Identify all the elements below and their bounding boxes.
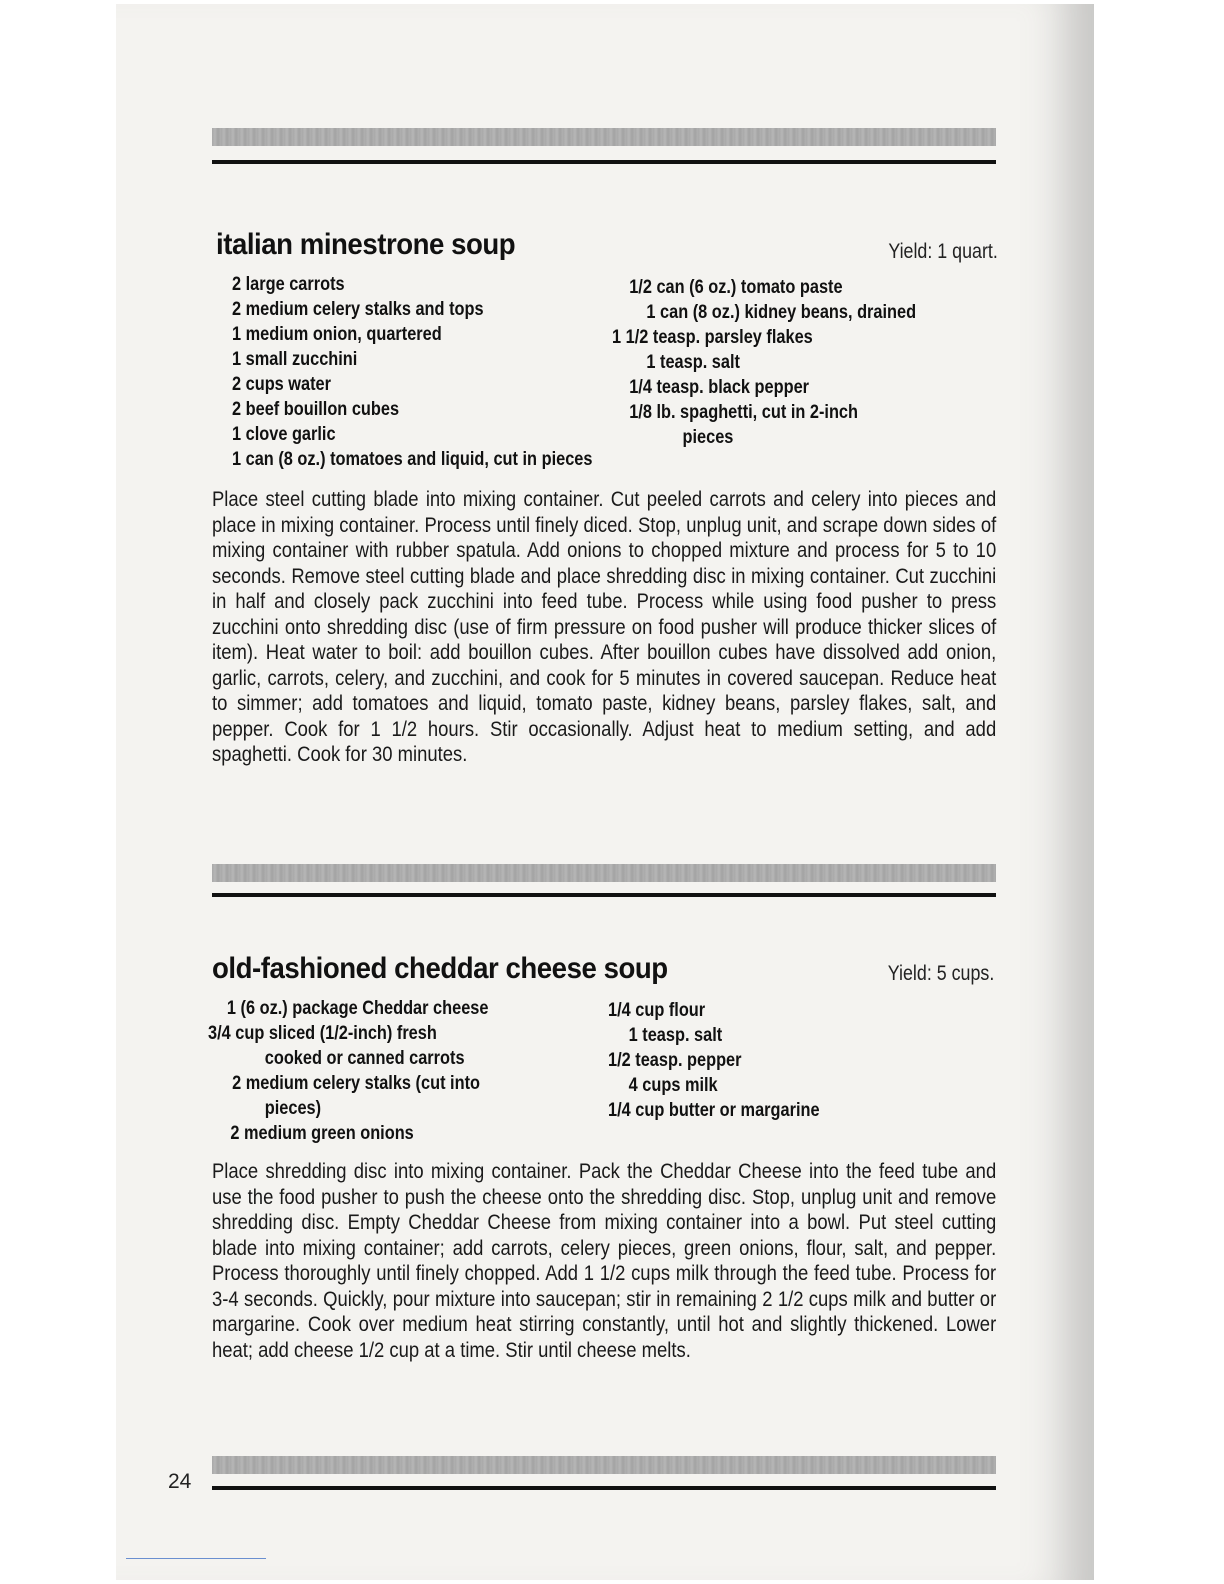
ingredient-item: 2 beef bouillon cubes bbox=[232, 399, 400, 420]
decorative-gray-bar bbox=[212, 864, 996, 882]
ingredient-item: 1/2 teasp. pepper bbox=[608, 1050, 742, 1071]
divider-rule bbox=[212, 893, 996, 897]
ingredient-item: 1 can (8 oz.) kidney beans, drained bbox=[646, 302, 917, 323]
ingredient-item: 1 small zucchini bbox=[232, 349, 358, 370]
ingredient-item: 3/4 cup sliced (1/2-inch) fresh bbox=[208, 1023, 437, 1044]
recipe-method: Place steel cutting blade into mixing container. Cut peeled carrots and celery into pieces and place in mixing container. Process until finely diced. Stop, unplug unit, and scrape down sides of mixing container with rubber spatula. Add onions to chopped mixture and process for 5 to 10 seconds. Remove steel cutting blade and place shredding disc in mixing container. Cut zucchini in half and closely pack zucchini into feed tube. Process while using food pusher to press zucchini onto shredding disc (use of firm pressure on food pusher will produce thicker slices of item). Heat water to boil: add bouillon cubes. After bouillon cubes have dissolved add onion, garlic, carrots, celery, and zucchini, and cook for 5 minutes in covered saucepan. Reduce heat to simmer; add tomatoes and liquid, tomato paste, kidney beans, parsley flakes, salt, and pepper. Cook for 1 1/2 hours. Stir occasionally. Adjust heat to medium setting, and add spaghetti. Cook for 30 minutes. bbox=[212, 487, 997, 766]
recipe-title: old-fashioned cheddar cheese soup bbox=[212, 952, 668, 985]
ingredient-item: 1 1/2 teasp. parsley flakes bbox=[612, 327, 813, 348]
ingredient-item: 1/4 teasp. black pepper bbox=[629, 377, 810, 398]
ingredient-item: 1/4 cup butter or margarine bbox=[608, 1100, 820, 1121]
ingredient-item: 1/2 can (6 oz.) tomato paste bbox=[629, 277, 843, 298]
selection-underline bbox=[126, 1558, 266, 1559]
ingredient-item: 1 clove garlic bbox=[232, 424, 336, 445]
ingredient-list-left bbox=[208, 996, 488, 1146]
divider-rule bbox=[212, 1486, 996, 1490]
ingredient-item: 2 medium celery stalks (cut into bbox=[232, 1073, 480, 1094]
ingredient-item: pieces) bbox=[264, 1098, 322, 1119]
decorative-gray-bar bbox=[212, 128, 996, 146]
ingredient-list-right bbox=[608, 998, 820, 1123]
ingredient-item: 2 large carrots bbox=[232, 274, 345, 295]
ingredient-item: 1/8 lb. spaghetti, cut in 2-inch bbox=[629, 402, 859, 423]
decorative-gray-bar bbox=[212, 1456, 996, 1474]
ingredient-item: 1 teasp. salt bbox=[628, 1025, 723, 1046]
ingredient-item: 2 medium celery stalks and tops bbox=[232, 299, 484, 320]
ingredient-item: cooked or canned carrots bbox=[264, 1048, 465, 1069]
ingredient-list-right bbox=[612, 275, 916, 450]
ingredient-item: pieces bbox=[682, 427, 734, 448]
ingredient-item: 4 cups milk bbox=[628, 1075, 718, 1096]
recipe-yield: Yield: 5 cups. bbox=[887, 962, 994, 985]
divider-rule bbox=[212, 160, 996, 164]
recipe-yield: Yield: 1 quart. bbox=[888, 240, 998, 263]
ingredient-item: 2 cups water bbox=[232, 374, 331, 395]
ingredient-item: 1 teasp. salt bbox=[646, 352, 740, 373]
ingredient-item: 1 can (8 oz.) tomatoes and liquid, cut in pieces bbox=[232, 449, 593, 470]
ingredient-list-left bbox=[232, 272, 592, 472]
recipe-title: italian minestrone soup bbox=[216, 228, 516, 261]
ingredient-item: 1 medium onion, quartered bbox=[232, 324, 442, 345]
page-number: 24 bbox=[168, 1470, 192, 1493]
ingredient-item: 1 (6 oz.) package Cheddar cheese bbox=[226, 998, 489, 1019]
recipe-method: Place shredding disc into mixing container. Pack the Cheddar Cheese into the feed tube and use the food pusher to push the cheese onto the shredding disc. Stop, unplug unit and remove shredding disc. Empty Cheddar Cheese from mixing container into a bowl. Put steel cutting blade into mixing container; add carrots, celery pieces, green onions, flour, salt, and pepper. Process thoroughly until finely chopped. Add 1 1/2 cups milk through the feed tube. Process for 3-4 seconds. Quickly, pour mixture into saucepan; stir in remaining 2 1/2 cups milk and butter or margarine. Cook over medium heat stirring constantly, until hot and slightly thickened. Lower heat; add cheese 1/2 cup at a time. Stir until cheese melts. bbox=[212, 1159, 997, 1362]
ingredient-item: 1/4 cup flour bbox=[608, 1000, 706, 1021]
ingredient-item: 2 medium green onions bbox=[230, 1123, 414, 1144]
